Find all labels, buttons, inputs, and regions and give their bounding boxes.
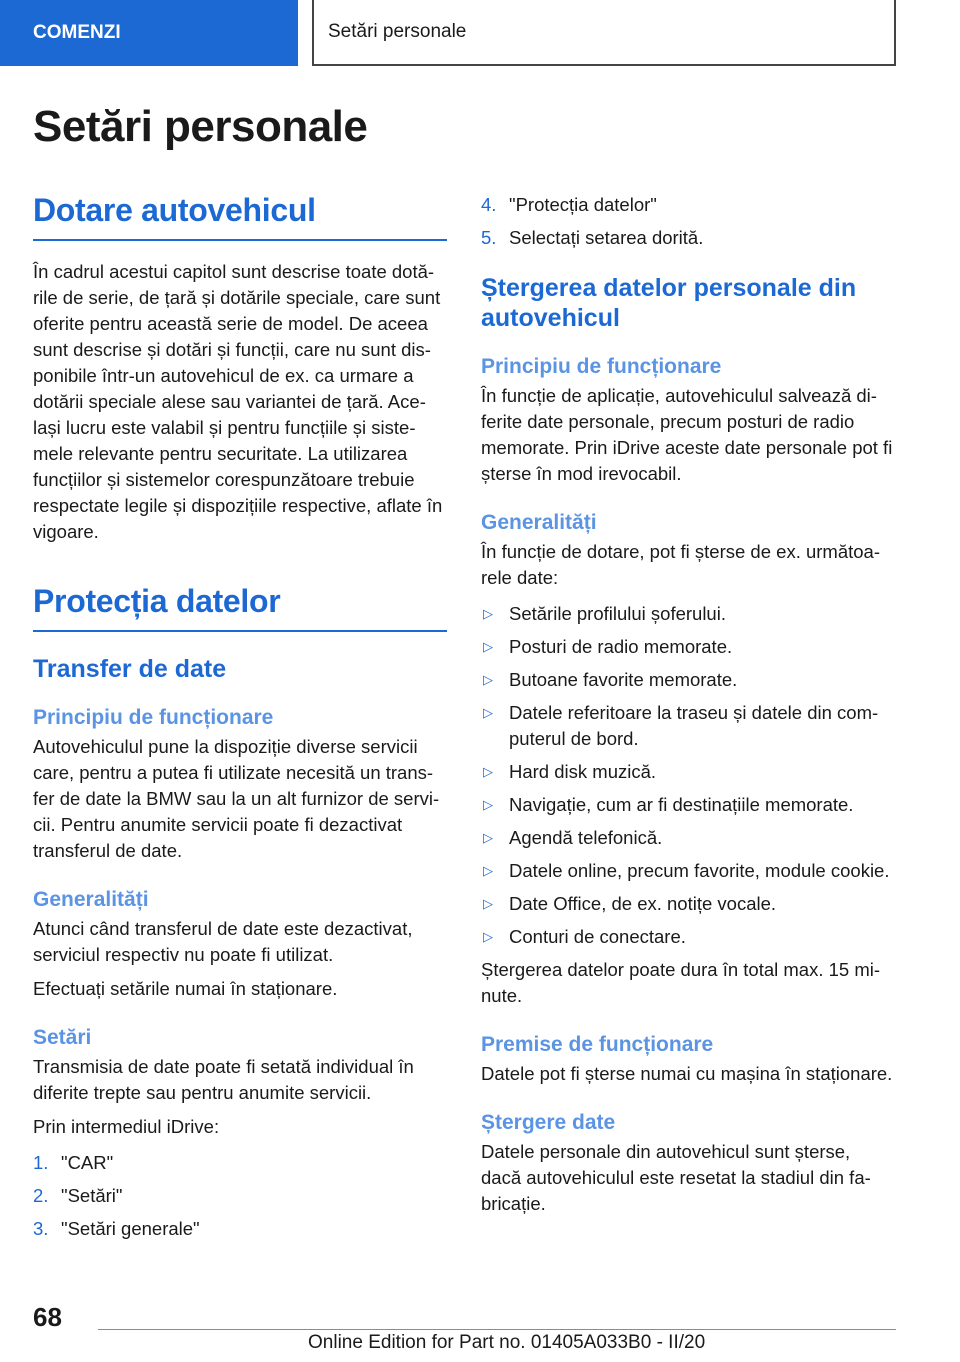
generalitati-transfer-note: Efectuați setările numai în staționare. — [33, 978, 338, 999]
heading-dotare-autovehicul: Dotare autovehicul — [33, 192, 447, 241]
list-item-text: Datele online, precum favorite, module cookie. — [509, 860, 890, 881]
step-number: 3. — [33, 1218, 49, 1239]
heading-stergerea-datelor: Ștergerea datelor personale din autovehicul — [481, 274, 857, 332]
heading-stergere-date: Ștergere date — [481, 1111, 616, 1134]
step-number: 2. — [33, 1185, 49, 1206]
list-item — [481, 192, 895, 218]
heading-protectia-datelor: Protecția datelor — [33, 583, 447, 632]
list-item-text: Hard disk muzică. — [509, 761, 657, 782]
heading-transfer-de-date: Transfer de date — [33, 655, 227, 683]
principiu-stergere-paragraph: În funcție de aplicație, autovehiculul salvează diferite date personale, precum posturi de radio memorate. Prin iDrive aceste date personale pot fi șterse în mod irevocabil. — [481, 385, 893, 484]
chapter-label: Setări personale — [328, 21, 467, 42]
list-item-text: Agendă telefonică. — [509, 827, 663, 848]
step-text: "CAR" — [61, 1152, 114, 1173]
triangle-bullet-icon: ▷ — [483, 639, 493, 654]
heading-generalitati-stergere: Generalități — [481, 511, 597, 534]
heading-principiu-stergere: Principiu de funcționare — [481, 355, 722, 378]
list-item-text: Date Office, de ex. notițe vocale. — [509, 893, 777, 914]
triangle-bullet-icon: ▷ — [483, 764, 493, 779]
triangle-bullet-icon: ▷ — [483, 672, 493, 687]
heading-premise: Premise de funcționare — [481, 1033, 714, 1056]
list-item — [481, 700, 895, 752]
triangle-bullet-icon: ▷ — [483, 929, 493, 944]
list-item — [481, 891, 895, 917]
list-item — [481, 858, 895, 884]
step-text: "Protecția datelor" — [509, 194, 657, 215]
stergere-date-paragraph: Datele personale din autovehicul sunt șterse, dacă autovehiculul este resetat la stadiul din fabricație. — [481, 1141, 871, 1214]
list-item — [481, 759, 895, 785]
page-number: 68 — [33, 1302, 62, 1332]
list-item — [33, 1183, 447, 1209]
right-column — [481, 192, 895, 1217]
generalitati-stergere-paragraph: În funcție de dotare, pot fi șterse de ex. următoarele date: — [481, 541, 881, 588]
list-item-text: Conturi de conectare. — [509, 926, 686, 947]
heading-setari: Setări — [33, 1026, 92, 1049]
list-item — [481, 924, 895, 950]
section-label: COMENZI — [33, 22, 121, 43]
list-item-text: Butoane favorite memorate. — [509, 669, 738, 690]
list-item — [33, 1150, 447, 1176]
page-title: Setări personale — [33, 102, 368, 151]
setari-idrive-intro: Prin intermediul iDrive: — [33, 1116, 220, 1137]
idrive-steps-list — [33, 1150, 447, 1242]
step-text: Selectați setarea dorită. — [509, 227, 704, 248]
step-number: 4. — [481, 194, 497, 215]
list-item — [33, 1216, 447, 1242]
step-text: "Setări generale" — [61, 1218, 200, 1239]
stergere-duration-note: Ștergerea datelor poate dura în total max. 15 minute. — [481, 959, 881, 1006]
section-tab — [0, 0, 298, 66]
heading-generalitati-transfer: Generalități — [33, 888, 149, 911]
list-item-text: Datele referitoare la traseu și datele din computerul de bord. — [509, 702, 879, 749]
triangle-bullet-icon: ▷ — [483, 830, 493, 845]
step-number: 5. — [481, 227, 497, 248]
principiu-transfer-paragraph: Autovehiculul pune la dispoziție diverse servicii care, pentru a putea fi utilizate necesită un transfer de date la BMW sau la un alt furnizor de servicii. Pentru anumite servicii poate fi dezactivat transferul de date. — [33, 736, 440, 861]
step-number: 1. — [33, 1152, 49, 1173]
list-item-text: Navigație, cum ar fi destinațiile memorate. — [509, 794, 854, 815]
idrive-steps-list-continued — [481, 192, 895, 251]
list-item-text: Posturi de radio memorate. — [509, 636, 733, 657]
triangle-bullet-icon: ▷ — [483, 705, 493, 720]
list-item — [481, 225, 895, 251]
generalitati-transfer-paragraph: Atunci când transferul de date este dezactivat, serviciul respectiv nu poate fi utilizat. — [33, 918, 413, 965]
left-column — [33, 192, 447, 1242]
list-item — [481, 667, 895, 693]
list-item — [481, 825, 895, 851]
footer-edition: Online Edition for Part no. 01405A033B0 - II/20 — [308, 1332, 706, 1353]
dotare-paragraph: În cadrul acestui capitol sunt descrise toate dotările de serie, de țară și dotările speciale, care sunt oferite pentru această serie de model. De aceea sunt descrise și dotări și funcții, care nu sunt disponibile într-un autovehicul de ex. ca urmare a dotării speciale alese sau variantei de țară. Același lucru este valabil și pentru funcțiile și sistemele relevante pentru securitate. La utilizarea funcțiilor și sistemelor corespunzătoare trebuie respectate legile și dispozițiile respective, aflate în vigoare. — [33, 261, 443, 542]
footer-divider — [98, 1329, 896, 1330]
setari-paragraph: Transmisia de date poate fi setată individual în diferite trepte sau pentru anumite servicii. — [33, 1056, 414, 1103]
triangle-bullet-icon: ▷ — [483, 896, 493, 911]
chapter-header — [312, 0, 896, 66]
triangle-bullet-icon: ▷ — [483, 863, 493, 878]
triangle-bullet-icon: ▷ — [483, 606, 493, 621]
step-text: "Setări" — [61, 1185, 123, 1206]
list-item-text: Setările profilului șoferului. — [509, 603, 726, 624]
premise-paragraph: Datele pot fi șterse numai cu mașina în staționare. — [481, 1063, 893, 1084]
triangle-bullet-icon: ▷ — [483, 797, 493, 812]
deletable-data-list — [481, 601, 895, 950]
list-item — [481, 792, 895, 818]
list-item — [481, 634, 895, 660]
heading-principiu-transfer: Principiu de funcționare — [33, 706, 274, 729]
list-item — [481, 601, 895, 627]
